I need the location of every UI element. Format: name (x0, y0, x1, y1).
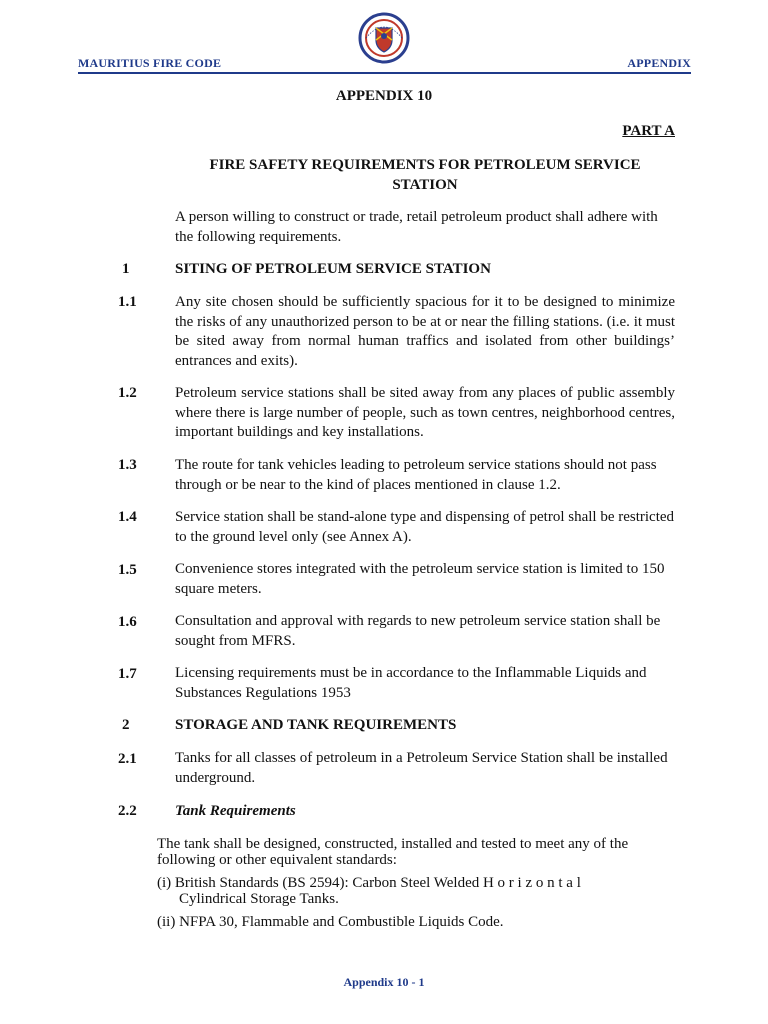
list-item (157, 875, 677, 907)
clause-1-2-text: Petroleum service stations shall be sited away from any places of public assembly where there is large number of people, such as town centres, neighborhood centres, important buildings and key installations. (175, 385, 675, 440)
section-2-number: 2 (122, 717, 130, 733)
clause-1-4-number: 1.4 (118, 509, 137, 525)
clause-1-6-text: Consultation and approval with regards to new petroleum service station shall be sought from MFRS. (175, 613, 661, 649)
list-item-line: (i) British Standards (BS 2594): Carbon Steel Welded H o r i z o n t a l (157, 875, 581, 891)
page-footer: Appendix 10 - 1 (343, 975, 425, 989)
clause-1-1-text: Any site chosen should be sufficiently spacious for it to be designed to minimize the risks of any unauthorized person to be at or near the filling stations. (i.e. it must be sited away from normal human traffics and isolated from other buildings’ entrances and exits). (175, 294, 675, 369)
clause-2-1-number: 2.1 (118, 751, 137, 767)
clause-1-5-text: Convenience stores integrated with the petroleum service station is limited to 150 square meters. (175, 561, 665, 597)
clause-2-2-number: 2.2 (118, 803, 137, 819)
appendix-title: APPENDIX 10 (335, 88, 433, 104)
fire-services-seal-icon (358, 12, 410, 64)
tank-standards-paragraph: The tank shall be designed, constructed, installed and tested to meet any of the following or other equivalent standards: (157, 836, 629, 868)
list-item (157, 914, 677, 930)
list-item-line: (ii) NFPA 30, Flammable and Combustible Liquids Code. (157, 914, 504, 930)
header-right-title: APPENDIX (627, 56, 691, 70)
clause-1-5-number: 1.5 (118, 562, 137, 578)
clause-1-6-number: 1.6 (118, 614, 137, 630)
header-left-title: MAURITIUS FIRE CODE (78, 56, 222, 70)
clause-1-3-text: The route for tank vehicles leading to petroleum service stations should not pass through or be near to the kind of places mentioned in clause 1.2. (175, 457, 657, 493)
document-main-title: FIRE SAFETY REQUIREMENTS FOR PETROLEUM SERVICE STATION (209, 157, 641, 193)
clause-1-3-number: 1.3 (118, 457, 137, 473)
intro-paragraph: A person willing to construct or trade, retail petroleum product shall adhere with the following requirements. (175, 209, 658, 245)
clause-1-1-number: 1.1 (118, 294, 137, 310)
section-1-number: 1 (122, 261, 130, 277)
clause-2-1-text: Tanks for all classes of petroleum in a Petroleum Service Station shall be installed underground. (175, 750, 668, 786)
part-label: PART A (622, 123, 675, 139)
clause-2-2-heading: Tank Requirements (175, 803, 296, 819)
clause-1-7-text: Licensing requirements must be in accordance to the Inflammable Liquids and Substances Regulations 1953 (175, 665, 647, 701)
section-1-heading: SITING OF PETROLEUM SERVICE STATION (175, 261, 491, 277)
section-2-heading: STORAGE AND TANK REQUIREMENTS (175, 717, 457, 733)
list-item-continuation: Cylindrical Storage Tanks. (179, 891, 339, 907)
clause-1-4-text: Service station shall be stand-alone type and dispensing of petrol shall be restricted to the ground level only (see Annex A). (175, 509, 675, 545)
header-divider (78, 72, 691, 74)
clause-1-2-number: 1.2 (118, 385, 137, 401)
clause-1-7-number: 1.7 (118, 666, 137, 682)
